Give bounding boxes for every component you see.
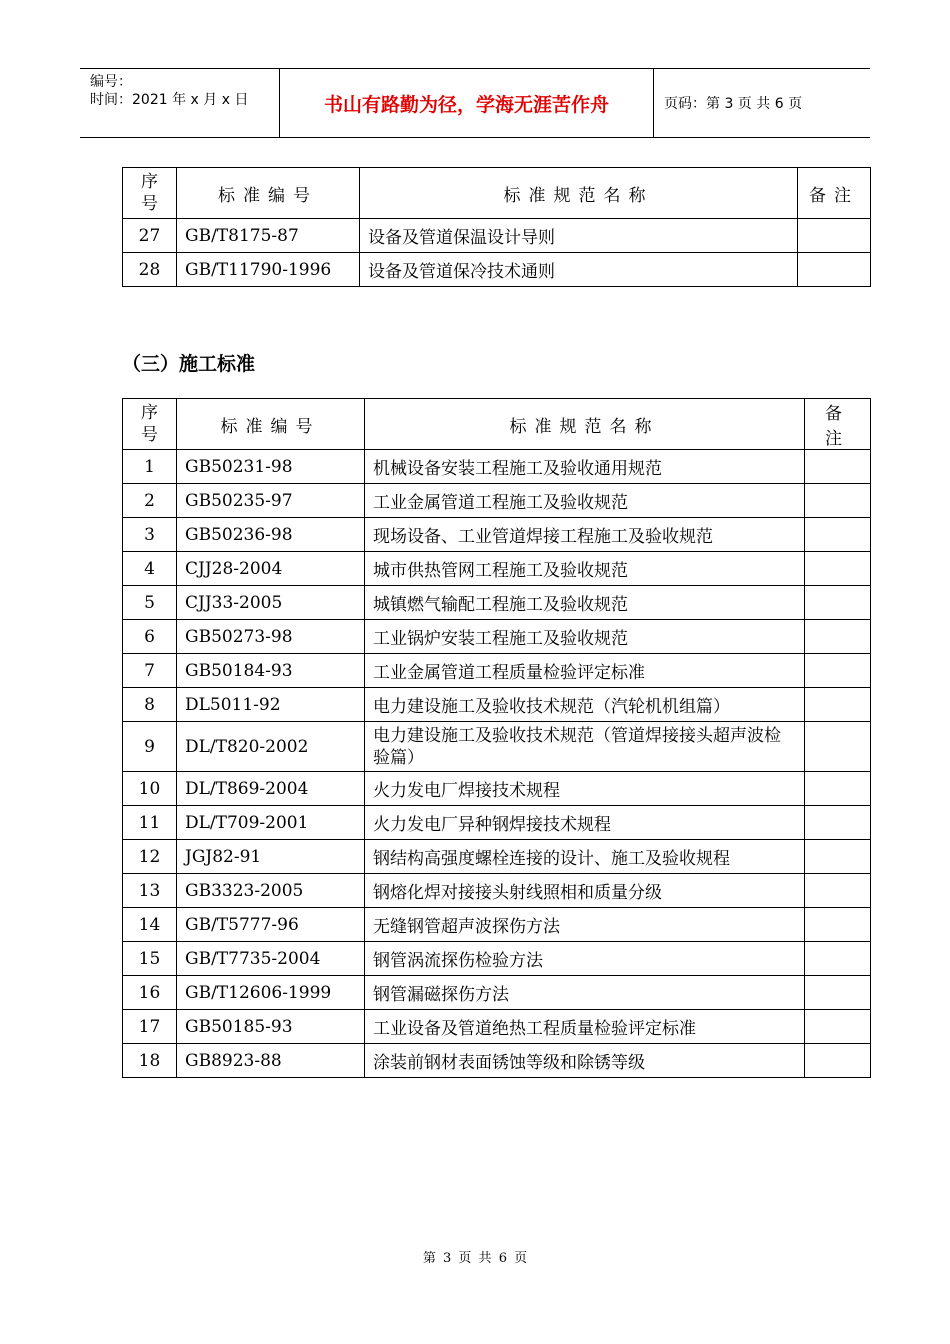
name-cell: 机械设备安装工程施工及验收通用规范 xyxy=(365,450,805,484)
header-seq xyxy=(123,399,177,450)
header-code: 标准编号 xyxy=(177,399,365,450)
code-cell: GB50184-93 xyxy=(177,654,365,688)
table-row xyxy=(123,772,871,806)
construction-standards-table xyxy=(122,398,871,1078)
seq-cell: 5 xyxy=(123,586,177,620)
seq-cell: 6 xyxy=(123,620,177,654)
table-row xyxy=(123,586,871,620)
header-code: 标准编号 xyxy=(177,168,360,219)
seq-cell: 18 xyxy=(123,1044,177,1078)
header-motto: 书山有路勤为径，学海无涯苦作舟 xyxy=(280,69,654,137)
seq-cell: 10 xyxy=(123,772,177,806)
table-row xyxy=(123,620,871,654)
header-note: 备注 xyxy=(805,399,871,450)
code-cell: GB3323-2005 xyxy=(177,874,365,908)
table-row xyxy=(123,688,871,722)
code-cell: GB50235-97 xyxy=(177,484,365,518)
header-name: 标准规范名称 xyxy=(360,168,798,219)
table-row xyxy=(123,1010,871,1044)
code-cell: JGJ82-91 xyxy=(177,840,365,874)
note-cell xyxy=(805,620,871,654)
note-cell xyxy=(805,806,871,840)
note-cell xyxy=(805,688,871,722)
note-cell xyxy=(805,552,871,586)
table-row xyxy=(123,1044,871,1078)
seq-cell: 11 xyxy=(123,806,177,840)
table-row xyxy=(123,806,871,840)
note-cell xyxy=(798,253,871,287)
name-cell: 电力建设施工及验收技术规范（管道焊接接头超声波检验篇） xyxy=(365,722,805,772)
code-cell: GB50273-98 xyxy=(177,620,365,654)
code-cell: GB50231-98 xyxy=(177,450,365,484)
seq-cell: 3 xyxy=(123,518,177,552)
code-cell: GB/T12606-1999 xyxy=(177,976,365,1010)
name-cell: 钢结构高强度螺栓连接的设计、施工及验收规程 xyxy=(365,840,805,874)
code-cell: DL/T869-2004 xyxy=(177,772,365,806)
seq-cell: 13 xyxy=(123,874,177,908)
name-cell: 钢管涡流探伤检验方法 xyxy=(365,942,805,976)
code-cell: DL5011-92 xyxy=(177,688,365,722)
name-cell: 涂装前钢材表面锈蚀等级和除锈等级 xyxy=(365,1044,805,1078)
name-cell: 设备及管道保温设计导则 xyxy=(360,219,798,253)
code-cell: CJJ28-2004 xyxy=(177,552,365,586)
name-cell: 城市供热管网工程施工及验收规范 xyxy=(365,552,805,586)
note-cell xyxy=(805,722,871,772)
note-cell xyxy=(805,840,871,874)
table-row xyxy=(123,976,871,1010)
name-cell: 钢管漏磁探伤方法 xyxy=(365,976,805,1010)
table-row xyxy=(123,840,871,874)
note-cell xyxy=(805,874,871,908)
note-cell xyxy=(805,518,871,552)
note-cell xyxy=(805,586,871,620)
page-footer: 第 3 页 共 6 页 xyxy=(422,1251,528,1266)
header-page-number: 页码：第 3 页 共 6 页 xyxy=(664,96,803,112)
note-cell xyxy=(805,1010,871,1044)
code-cell: GB50185-93 xyxy=(177,1010,365,1044)
note-cell xyxy=(805,450,871,484)
name-cell: 工业金属管道工程质量检验评定标准 xyxy=(365,654,805,688)
note-cell xyxy=(805,976,871,1010)
seq-cell: 27 xyxy=(123,219,177,253)
name-cell: 工业锅炉安装工程施工及验收规范 xyxy=(365,620,805,654)
code-cell: GB/T11790-1996 xyxy=(177,253,360,287)
note-cell xyxy=(805,908,871,942)
table-row xyxy=(123,450,871,484)
table-row xyxy=(123,654,871,688)
seq-cell: 28 xyxy=(123,253,177,287)
header-meta xyxy=(80,69,280,137)
table-row xyxy=(123,518,871,552)
code-cell: GB/T8175-87 xyxy=(177,219,360,253)
note-cell xyxy=(805,654,871,688)
code-cell: GB50236-98 xyxy=(177,518,365,552)
name-cell: 无缝钢管超声波探伤方法 xyxy=(365,908,805,942)
seq-cell: 9 xyxy=(123,722,177,772)
name-cell: 火力发电厂异种钢焊接技术规程 xyxy=(365,806,805,840)
seq-cell: 8 xyxy=(123,688,177,722)
name-cell: 设备及管道保冷技术通则 xyxy=(360,253,798,287)
doc-number-label: 编号： xyxy=(90,74,132,90)
seq-cell: 12 xyxy=(123,840,177,874)
code-cell: GB/T5777-96 xyxy=(177,908,365,942)
header-note: 备注 xyxy=(798,168,871,219)
code-cell: CJJ33-2005 xyxy=(177,586,365,620)
table-row xyxy=(123,484,871,518)
name-cell: 火力发电厂焊接技术规程 xyxy=(365,772,805,806)
name-cell: 工业金属管道工程施工及验收规范 xyxy=(365,484,805,518)
header-seq-label: 序号 xyxy=(141,403,158,445)
seq-cell: 17 xyxy=(123,1010,177,1044)
header-seq xyxy=(123,168,177,219)
table-header-row xyxy=(123,168,871,219)
name-cell: 工业设备及管道绝热工程质量检验评定标准 xyxy=(365,1010,805,1044)
table-row xyxy=(123,219,871,253)
standards-table-continued xyxy=(122,167,871,287)
seq-cell: 2 xyxy=(123,484,177,518)
table-header-row xyxy=(123,399,871,450)
seq-cell: 16 xyxy=(123,976,177,1010)
code-cell: GB/T7735-2004 xyxy=(177,942,365,976)
table-row xyxy=(123,552,871,586)
table-row xyxy=(123,253,871,287)
code-cell: DL/T820-2002 xyxy=(177,722,365,772)
table-row xyxy=(123,722,871,772)
seq-cell: 15 xyxy=(123,942,177,976)
code-cell: DL/T709-2001 xyxy=(177,806,365,840)
name-cell: 现场设备、工业管道焊接工程施工及验收规范 xyxy=(365,518,805,552)
code-cell: GB8923-88 xyxy=(177,1044,365,1078)
seq-cell: 7 xyxy=(123,654,177,688)
header-name: 标准规范名称 xyxy=(365,399,805,450)
note-cell xyxy=(805,942,871,976)
seq-cell: 1 xyxy=(123,450,177,484)
seq-cell: 4 xyxy=(123,552,177,586)
seq-cell: 14 xyxy=(123,908,177,942)
section-title: （三）施工标准 xyxy=(122,353,256,375)
name-cell: 城镇燃气输配工程施工及验收规范 xyxy=(365,586,805,620)
note-cell xyxy=(805,1044,871,1078)
page-header xyxy=(80,68,870,138)
name-cell: 钢熔化焊对接接头射线照相和质量分级 xyxy=(365,874,805,908)
table-row xyxy=(123,908,871,942)
note-cell xyxy=(798,219,871,253)
name-cell: 电力建设施工及验收技术规范（汽轮机机组篇） xyxy=(365,688,805,722)
note-cell xyxy=(805,772,871,806)
note-cell xyxy=(805,484,871,518)
doc-time-label: 时间：2021 年 x 月 x 日 xyxy=(90,92,249,108)
table-row xyxy=(123,942,871,976)
table-row xyxy=(123,874,871,908)
header-seq-label: 序号 xyxy=(141,172,158,214)
